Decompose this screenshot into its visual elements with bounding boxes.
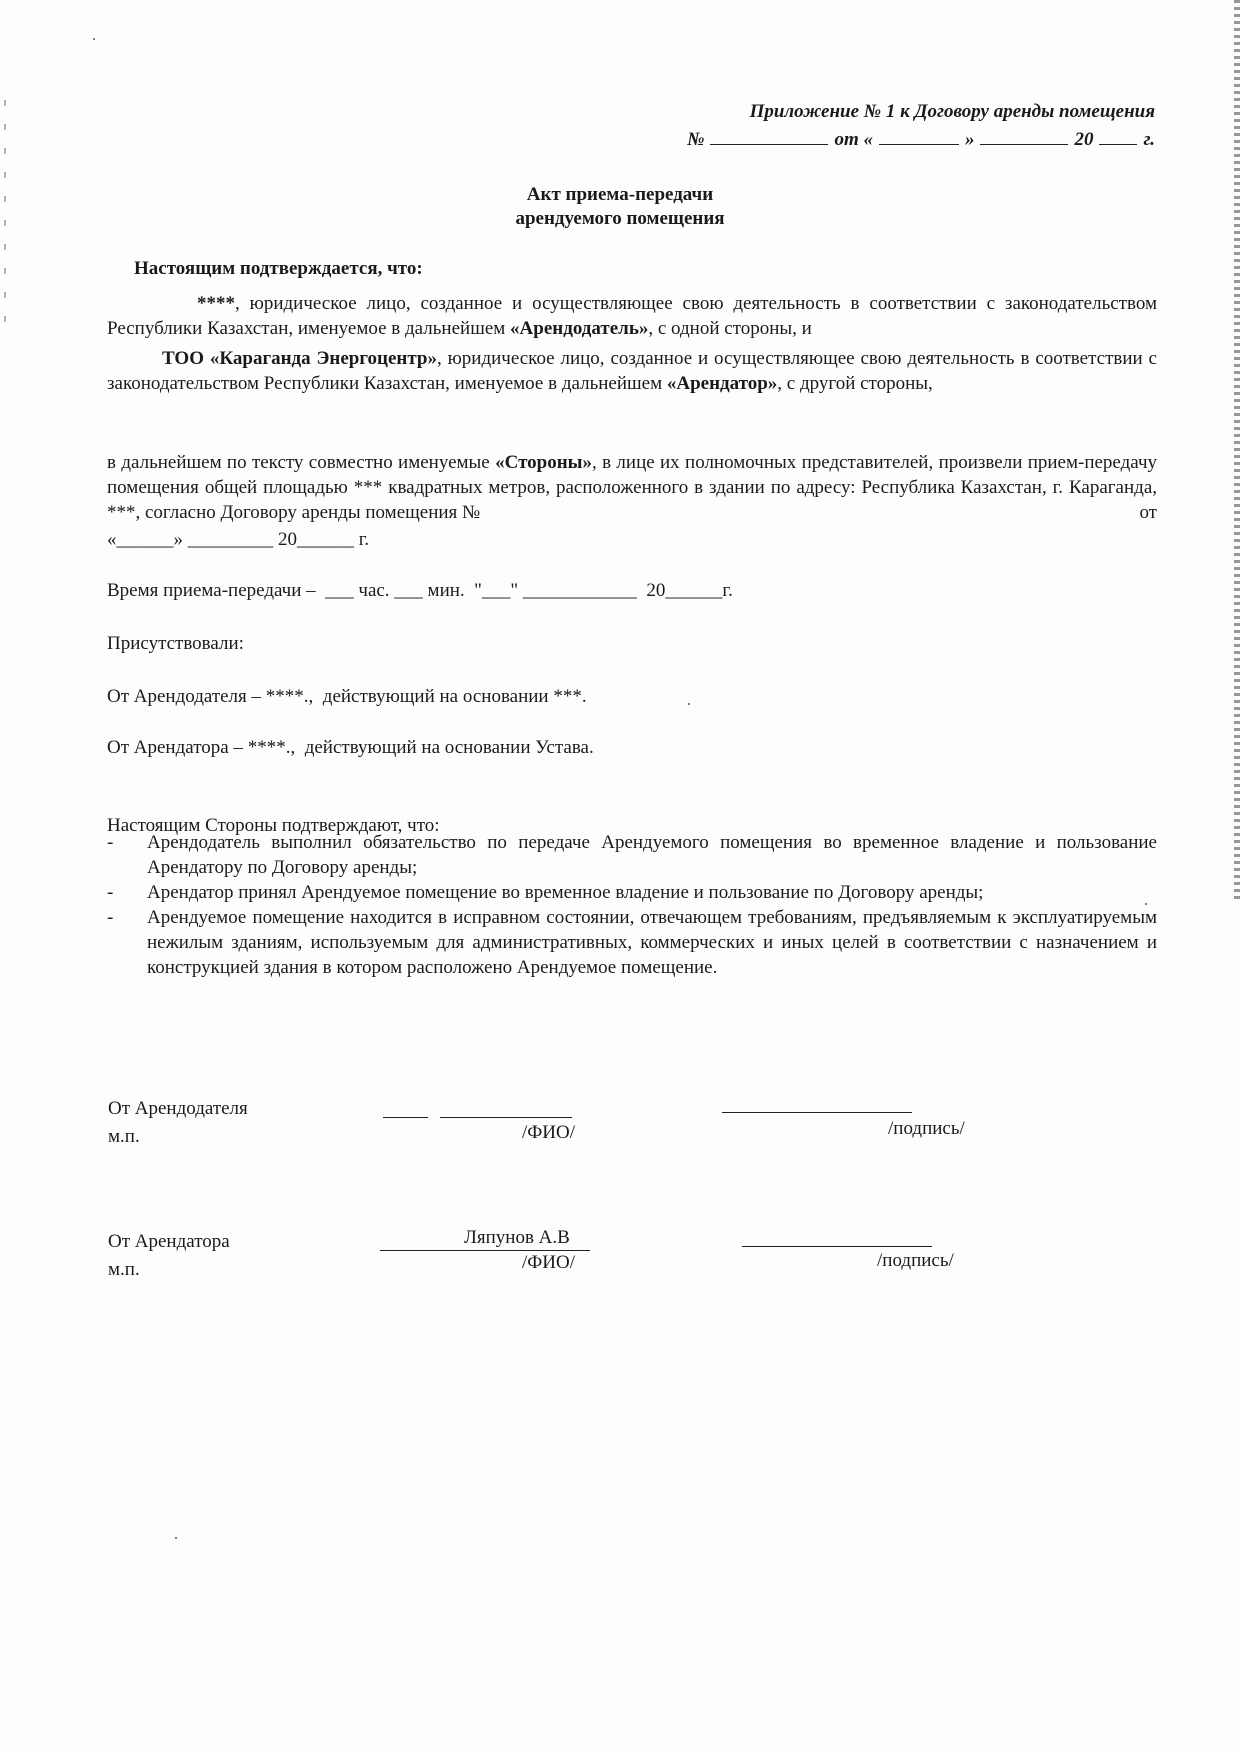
list-dash: - [107,882,114,903]
present-label: Присутствовали: [107,633,244,654]
list-dash: - [107,907,114,928]
appendix-year-suffix: г. [1143,129,1155,150]
lessor-fio-line-b [440,1117,572,1118]
lessor-role: «Арендодатель» [510,318,649,339]
lessee-text-2: , с другой стороны, [777,373,933,394]
lessee-name: Ляпунов А.В [464,1227,570,1248]
parties-text-1: в дальнейшем по тексту совместно именуемые [107,452,496,473]
confirmation-list [107,830,1157,980]
appendix-title: Приложение № 1 к Договору аренды помещения [749,101,1155,122]
list-item [107,830,1157,880]
scan-speck [93,38,95,40]
from-lessor-line: От Арендодателя – ****., действующий на основании ***. [107,686,587,707]
list-item [107,905,1157,980]
appendix-no-label: № [687,129,705,150]
lessor-stamp-label: м.п. [108,1126,140,1147]
document-title [0,183,1240,231]
appendix-header [687,98,1155,154]
lessor-sign-caption: /подпись/ [888,1118,965,1139]
title-line-2: арендуемого помещения [515,208,725,229]
list-dash: - [107,832,114,853]
lessee-fio-caption: /ФИО/ [522,1252,576,1273]
day-blank [879,126,959,145]
scan-speck [688,703,690,705]
scan-speck [175,1537,177,1539]
list-item [107,880,1157,905]
lessor-name: **** [197,293,235,314]
lessee-fio-line [380,1250,590,1251]
appendix-from-label: от « [834,129,873,150]
lessee-name: ТОО «Караганда Энергоцентр» [162,348,437,369]
title-line-1: Акт приема-передачи [526,184,714,205]
lessee-text-1: , юридическое лицо, созданное и осуществляющее свою деятельность в соответствии с законодательством Республики Казахстан, именуемое в дальнейшем [107,348,1157,394]
lessor-signature-label [108,1095,248,1151]
parties-text-2: , в лице их полномочных представителей, произвели прием-передачу помещения общей площадью *** квадратных метров, расположенного в здании по адресу: Республика Казахстан, г. Караганда, ***, согласно Договору аренды помещения № [107,452,1158,523]
confirm-parties-heading: Настоящим Стороны подтверждают, что: [107,815,440,836]
lessee-paragraph [107,346,1157,396]
parties-from: от [1139,502,1157,523]
lessor-label: От Арендодателя [108,1098,248,1119]
from-lessee-line: От Арендатора – ****., действующий на основании Устава. [107,737,594,758]
appendix-close-quote: » [964,129,975,150]
list-item-text: Арендодатель выполнил обязательство по передаче Арендуемого помещения во временное владение и пользование Арендатору по Договору аренды; [147,832,1157,878]
list-item-text: Арендуемое помещение находится в исправном состоянии, отвечающем требованиям, предъявляемым к эксплуатируемым нежилым зданиям, используемым для административных, коммерческих и иных целей в соответствии с назначением и конструкцией здания в котором расположено Арендуемое помещение. [147,907,1157,978]
parties-paragraph [107,450,1157,525]
number-blank [710,126,828,145]
lessee-label: От Арендатора [108,1231,230,1252]
transfer-time-line: Время приема-передачи – ___ час. ___ мин. "___" ____________ 20______г. [107,580,733,601]
lessee-sign-line [742,1246,932,1247]
month-blank [980,126,1068,145]
year-blank [1099,126,1137,145]
lessee-role: «Арендатор» [666,373,778,394]
lessee-stamp-label: м.п. [108,1259,140,1280]
parties-date-line: «______» _________ 20______ г. [107,529,370,550]
parties-name: «Стороны» [495,452,592,473]
confirm-heading: Настоящим подтверждается, что: [134,258,423,279]
appendix-year-prefix: 20 [1074,129,1094,150]
appendix-number-date [687,126,1155,154]
lessor-sign-line [722,1112,912,1113]
lessor-text-1: , юридическое лицо, созданное и осуществляющее свою деятельность в соответствии с законодательством Республики Казахстан, именуемое в дальнейшем [107,293,1157,339]
lessor-fio-caption: /ФИО/ [522,1122,576,1143]
lessee-sign-caption: /подпись/ [877,1250,954,1271]
scan-edge-artifact [1234,0,1240,900]
lessor-fio-line-a [383,1117,428,1118]
lessor-text-2: , с одной стороны, и [648,318,812,339]
lessor-paragraph [107,291,1157,341]
lessee-signature-label [108,1228,230,1284]
list-item-text: Арендатор принял Арендуемое помещение во временное владение и пользование по Договору аренды; [147,882,984,903]
